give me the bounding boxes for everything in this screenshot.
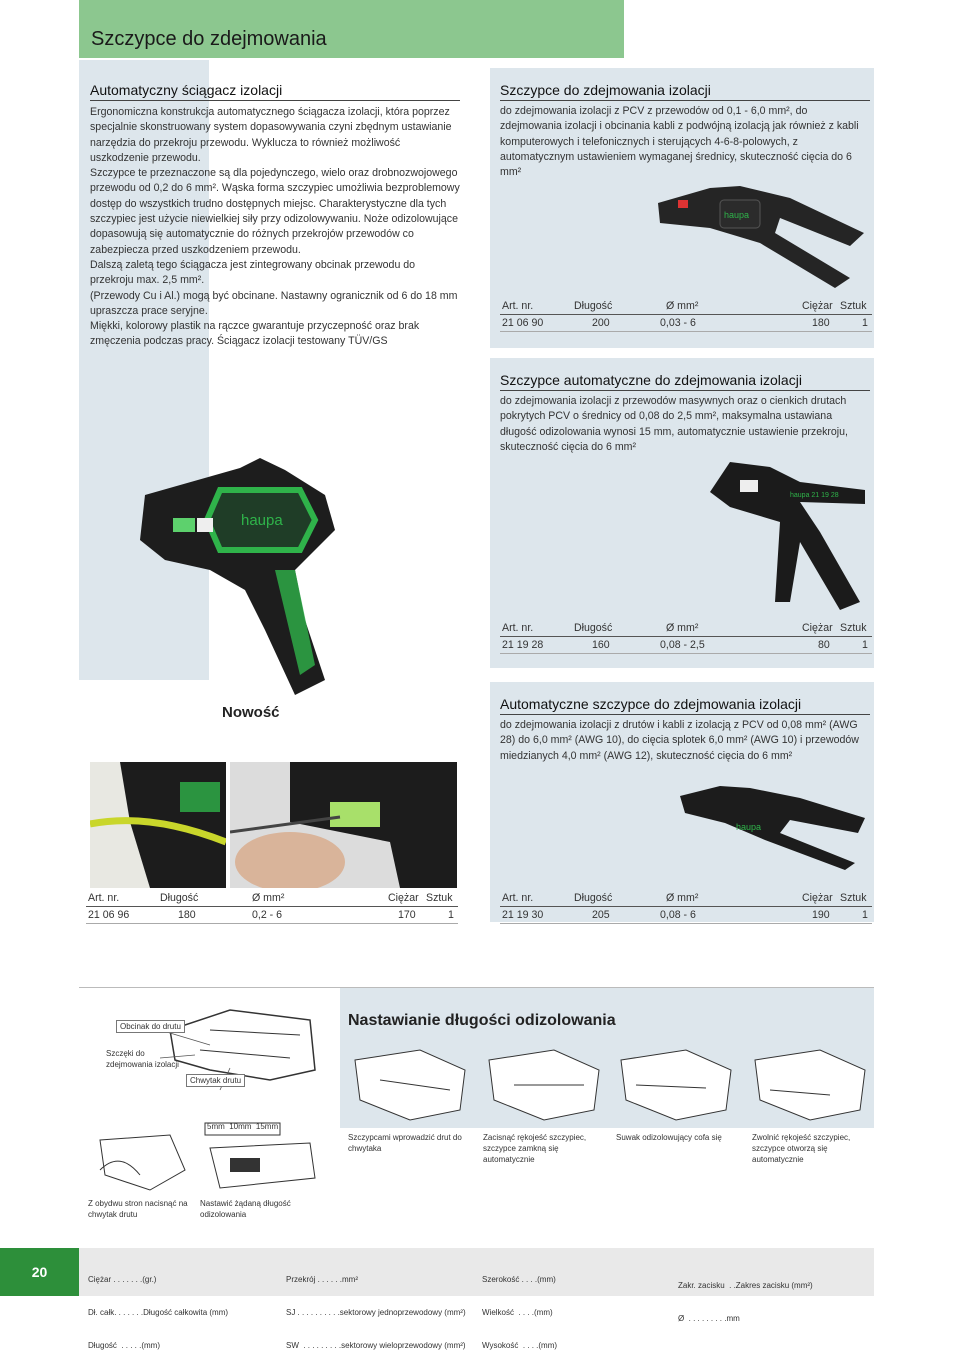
footer-entry: Przekrój . . . . . .mm² bbox=[286, 1275, 359, 1284]
step-caption-2: Zacisnąć rękojeść szczypiec, szczypce zamkną się automatycznie bbox=[483, 1133, 587, 1164]
section-divider bbox=[79, 987, 874, 988]
header-diameter: Ø mm² bbox=[666, 622, 699, 634]
footer-entry: Zakr. zacisku . .Zakres zacisku (mm²) bbox=[678, 1281, 813, 1290]
table-row bbox=[500, 315, 872, 332]
cell-art-nr: 21 19 28 bbox=[502, 639, 544, 651]
label-jaws: Szczęki do zdejmowania izolacji bbox=[106, 1049, 179, 1069]
main-product-section bbox=[90, 82, 460, 350]
header-pieces: Sztuk bbox=[840, 622, 867, 634]
header-weight: Ciężar bbox=[802, 892, 833, 904]
adjust-title: Nastawianie długości odizolowania bbox=[348, 1012, 616, 1029]
brand-logo-text: haupa bbox=[241, 512, 283, 529]
caption-left-2: Nastawić żądaną długość odizolowania bbox=[200, 1199, 291, 1219]
step-caption-3: Suwak odizolowujący cofa się bbox=[616, 1133, 722, 1142]
detail-photo-wire bbox=[90, 762, 226, 888]
cell-length: 180 bbox=[178, 909, 196, 921]
footer-entry: Ø . . . . . . . . .mm bbox=[678, 1314, 740, 1323]
product-1-spec-table bbox=[500, 298, 872, 332]
step-diagram-1 bbox=[350, 1040, 470, 1126]
header-pieces: Sztuk bbox=[426, 892, 453, 904]
step-diagram-2 bbox=[484, 1040, 604, 1126]
header-bar bbox=[79, 0, 624, 58]
footer-entry: Wielkość . . . .(mm) bbox=[482, 1308, 553, 1317]
header-art-nr: Art. nr. bbox=[502, 300, 534, 312]
page-title: Szczypce do zdejmowania bbox=[91, 28, 327, 50]
cell-diameter: 0,2 - 6 bbox=[252, 909, 283, 921]
footer-entry: Długość . . . . .(mm) bbox=[88, 1341, 161, 1350]
table-row bbox=[500, 637, 872, 654]
table-row bbox=[86, 907, 458, 924]
footer-col-3 bbox=[482, 1252, 557, 1362]
cell-length: 200 bbox=[592, 317, 610, 329]
brand-logo-text: haupa bbox=[724, 210, 750, 220]
cell-diameter: 0,03 - 6 bbox=[660, 317, 696, 329]
cell-art-nr: 21 06 90 bbox=[502, 317, 544, 329]
main-spec-table bbox=[86, 890, 458, 924]
footer-col-2 bbox=[286, 1252, 466, 1362]
paragraph: Ergonomiczna konstrukcja automatycznego ściągacza izolacji, która poprzez specjalnie skonstruowany system dopasowywania czyni zbędnym ustawianie narzędzia do przekroju przewodu. Wyklucza to również możliwość uszkodzenie przewodu. bbox=[90, 106, 452, 164]
header-diameter: Ø mm² bbox=[252, 892, 285, 904]
footer-entry: SJ . . . . . . . . . .sektorowy jednoprzewodowy (mm²) bbox=[286, 1308, 466, 1317]
header-length: Długość bbox=[574, 892, 613, 904]
header-pieces: Sztuk bbox=[840, 300, 867, 312]
product-1-description: do zdejmowania izolacji z PCV z przewodów od 0,1 - 6,0 mm², do zdejmowania izolacji i obcinania kabli z podwójną izolacją jak również z kabli komputerowych i telefonicznych i sterujących 4-6-8-polowych, z automatycznym ustawieniem wymaganej średnicy, skuteczność cięcia do 6 mm² bbox=[500, 105, 859, 179]
cell-pieces: 1 bbox=[448, 909, 454, 921]
header-weight: Ciężar bbox=[388, 892, 419, 904]
label-cutter: Obcinak do drutu bbox=[116, 1020, 185, 1033]
cell-art-nr: 21 06 96 bbox=[88, 909, 130, 921]
header-length: Długość bbox=[574, 300, 613, 312]
product-3-spec-table bbox=[500, 890, 872, 924]
brand-logo-text: haupa 21 19 28 bbox=[790, 492, 839, 499]
product-3-description: do zdejmowania izolacji z drutów i kabli z izolacją z PCV od 0,08 mm² (AWG 28) do 6,0 mm² (AWG 10), do cięcia splotek 6,0 mm² (AWG 10) i przewodów miedzianych 4,0 mm² (AWG 12), skuteczność cięcia do 6 mm² bbox=[500, 719, 859, 762]
product-3-title: Automatyczne szczypce do zdejmowania izolacji bbox=[500, 696, 870, 715]
cell-diameter: 0,08 - 2,5 bbox=[660, 639, 705, 651]
scale-label: 5mm 10mm 15mm bbox=[207, 1122, 279, 1131]
product-2-title: Szczypce automatyczne do zdejmowania izolacji bbox=[500, 372, 870, 391]
caption-left-1: Z obydwu stron nacisnąć na chwytak drutu bbox=[88, 1199, 188, 1219]
cell-weight: 190 bbox=[812, 909, 830, 921]
step-caption-4: Zwolnić rękojeść szczypiec, szczypce otworzą się automatycznie bbox=[752, 1133, 851, 1164]
cell-pieces: 1 bbox=[862, 317, 868, 329]
footer-entry: SW . . . . . . . . .sektorowy wieloprzewodowy (mm²) bbox=[286, 1341, 466, 1350]
brand-logo-text: haupa bbox=[736, 822, 762, 832]
step-diagram-3 bbox=[616, 1040, 736, 1126]
main-product-title: Automatyczny ściągacz izolacji bbox=[90, 82, 460, 101]
footer-col-4 bbox=[678, 1258, 813, 1335]
cell-weight: 180 bbox=[812, 317, 830, 329]
paragraph: Szczypce te przeznaczone są dla pojedynczego, wielo oraz drobnozwojowego przewodu od 0,2 do 6 mm². Wąska forma szczypiec umożliwia bezproblemowy dostęp do wszystkich trudno dostępnych miejsc. Charakterystyczne dla tych szczypiec jest użycie niewielkiej siły przy odizolowywaniu. Noże odizolowujące dopasowują się automatycznie do różnych przekrojów przewodów co zabezpiecza przed uszkodzeniem przewodu. bbox=[90, 167, 460, 256]
product-3-image bbox=[680, 778, 870, 870]
footer-entry: Dł. całk. . . . . . .Długość całkowita (mm) bbox=[88, 1308, 229, 1317]
footer-col-1 bbox=[88, 1252, 228, 1362]
page-number: 20 bbox=[0, 1248, 79, 1296]
cell-art-nr: 21 19 30 bbox=[502, 909, 544, 921]
footer-entry: Wysokość . . . .(mm) bbox=[482, 1341, 558, 1350]
diagram-scale bbox=[200, 1118, 320, 1196]
detail-photo-jaws bbox=[230, 762, 457, 888]
step-diagram-4 bbox=[750, 1040, 870, 1126]
cell-weight: 170 bbox=[398, 909, 416, 921]
header-weight: Ciężar bbox=[802, 622, 833, 634]
header-weight: Ciężar bbox=[802, 300, 833, 312]
table-header-row bbox=[500, 620, 872, 637]
table-header-row bbox=[500, 298, 872, 315]
main-stripper-image bbox=[125, 450, 365, 710]
header-art-nr: Art. nr. bbox=[88, 892, 120, 904]
main-product-description bbox=[90, 105, 460, 350]
footer-entry: Szerokość . . . .(mm) bbox=[482, 1275, 556, 1284]
header-art-nr: Art. nr. bbox=[502, 622, 534, 634]
table-header-row bbox=[500, 890, 872, 907]
footer-entry: Ciężar . . . . . . .(gr.) bbox=[88, 1275, 157, 1284]
product-2-description: do zdejmowania izolacji z przewodów masywnych oraz o cienkich drutach pokrytych PCV o średnicy od 0,08 do 2,5 mm², maksymalna ustawiana długość odizolowania wynosi 15 mm, automatycznie ustawienie przekroju, skuteczność cięcia do 6 mm² bbox=[500, 395, 849, 453]
step-caption-1: Szczypcami wprowadzić drut do chwytaka bbox=[348, 1133, 462, 1153]
diagram-squeeze bbox=[90, 1130, 190, 1196]
product-1-section bbox=[500, 82, 870, 180]
cell-length: 160 bbox=[592, 639, 610, 651]
product-3-section bbox=[500, 696, 870, 764]
header-diameter: Ø mm² bbox=[666, 300, 699, 312]
cell-pieces: 1 bbox=[862, 909, 868, 921]
cell-diameter: 0,08 - 6 bbox=[660, 909, 696, 921]
cell-weight: 80 bbox=[818, 639, 830, 651]
table-row bbox=[500, 907, 872, 924]
product-2-section bbox=[500, 372, 870, 455]
new-badge: Nowość bbox=[222, 704, 280, 721]
paragraph: (Przewody Cu i Al.) mogą być obcinane. Nastawny ogranicznik od 6 do 18 mm upraszcza prace seryjne. bbox=[90, 289, 458, 317]
paragraph: Miękki, kolorowy plastik na rączce gwarantuje przyczepność oraz brak zmęczenia podczas pracy. Ściągacz izolacji testowany TÜV/GS bbox=[90, 320, 420, 348]
label-grip: Chwytak drutu bbox=[186, 1074, 245, 1087]
header-length: Długość bbox=[160, 892, 199, 904]
header-pieces: Sztuk bbox=[840, 892, 867, 904]
paragraph: Dalszą zaletą tego ściągacza jest zintegrowany obcinak przewodu do przekroju max. 2,5 mm². bbox=[90, 258, 416, 287]
product-2-spec-table bbox=[500, 620, 872, 654]
cell-pieces: 1 bbox=[862, 639, 868, 651]
header-art-nr: Art. nr. bbox=[502, 892, 534, 904]
product-2-image bbox=[690, 462, 870, 612]
cell-length: 205 bbox=[592, 909, 610, 921]
header-length: Długość bbox=[574, 622, 613, 634]
product-1-title: Szczypce do zdejmowania izolacji bbox=[500, 82, 870, 101]
product-1-image bbox=[650, 178, 864, 290]
table-header-row bbox=[86, 890, 458, 907]
diagram-labeled bbox=[90, 1000, 330, 1100]
header-diameter: Ø mm² bbox=[666, 892, 699, 904]
